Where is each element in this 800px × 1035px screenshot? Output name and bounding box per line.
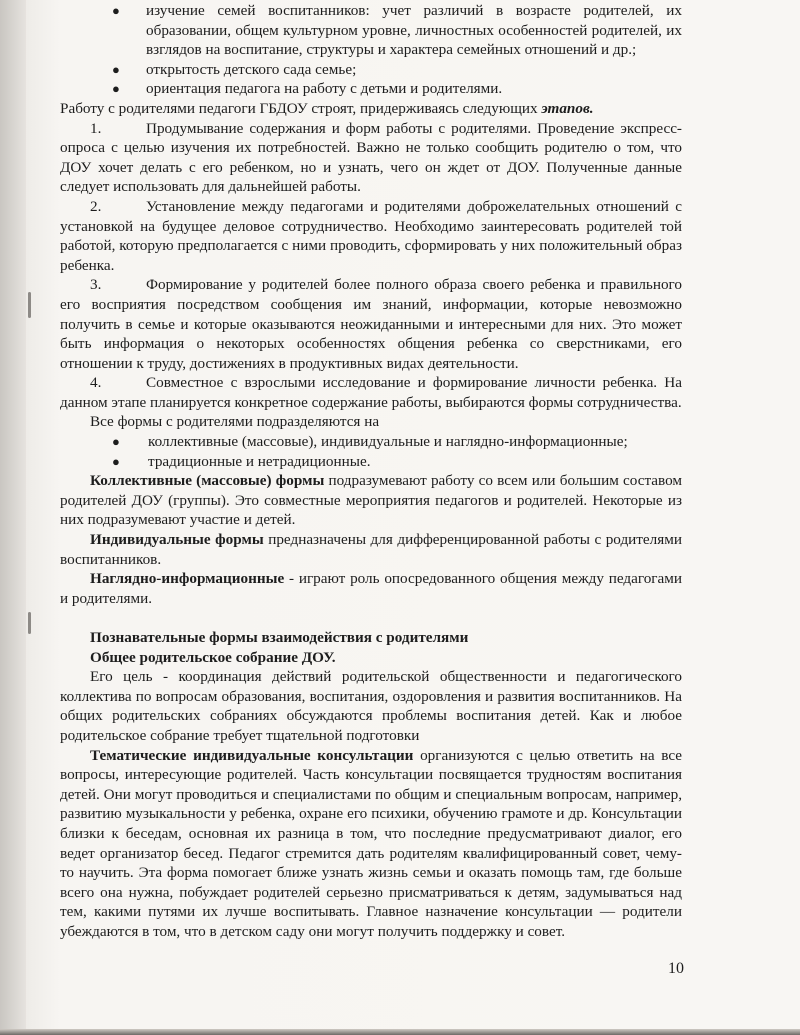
- consultation-text: организуются с целью ответить на все вопросы, интересующие родителей. Часть консультации посвящается трудностям воспитания детей. Они могут проводиться и специалистами по общим и специальным вопросам, например, развитию музыкальности у ребенка, охране его психики, обучению грамоте и др. Консультации близки к беседам, основная их разница в том, что последние предусматривают диалог, его ведет организатор бесед. Педагог стремится дать родителям квалифицированный совет, чему-то научить. Эта форма помогает ближе узнать жизнь семьи и оказать помощь там, где больше всего она нужна, побуждает родителей серьезно присматриваться к детям, задумываться над тем, какими путями их лучше воспитывать. Главное назначение консультации — родители убеждаются в том, что в детском саду они могут получить поддержку и совет.: [60, 746, 682, 940]
- forms-list-item: [60, 452, 682, 472]
- collective-forms-paragraph: [60, 471, 682, 530]
- meeting-paragraph: Его цель - координация действий родительской общественности и педагогического коллектива по вопросам образования, воспитания, оздоровления и развития воспитанников. На общих родительских собраниях обсуждаются проблемы воспитания детей. Как и любое родительское собрание требует тщательной подготовки: [60, 668, 682, 744]
- forms-list-text: коллективные (массовые), индивидуальные и наглядно-информационные;: [148, 433, 628, 451]
- stage-item-4: [60, 373, 682, 412]
- stage-text: Продумывание содержания и форм работы с родителями. Проведение экспресс-опроса с целью изучения их потребностей. Важно не только сообщить родителю о том, что ДОУ хочет делать с его ребенком, но и узнать, чего он ждет от ДОУ. Полученные данные следует использовать для дальнейшей работы.: [60, 119, 682, 196]
- collective-forms-text: подразумевают работу со всем или большим составом родителей ДОУ (группы). Это совместные мероприятия педагогов и родителей. Некоторые из них подразумевают участие и детей.: [60, 472, 683, 529]
- individual-forms-term: Индивидуальные формы: [90, 531, 264, 549]
- bullet-icon: ●: [112, 453, 120, 469]
- bullet-icon: ●: [112, 3, 120, 18]
- visual-forms-paragraph: [60, 569, 682, 608]
- page-bottom-edge: [0, 1029, 800, 1035]
- stages-intro-text: Работу с родителями педагоги ГБДОУ строят, придерживаясь следующих: [60, 99, 538, 117]
- individual-forms-text: предназначены для дифференцированной работы с родителями воспитанников.: [60, 531, 682, 568]
- stage-item-3: [60, 275, 682, 373]
- subsection-heading: Общее родительское собрание ДОУ.: [90, 648, 336, 666]
- individual-forms-paragraph: [60, 530, 682, 569]
- bullet-text: ориентация педагога на работу с детьми и родителями.: [146, 80, 503, 98]
- stage-number: 1.: [90, 119, 102, 137]
- stage-text: Установление между педагогами и родителями доброжелательных отношений с установкой на будущее деловое сотрудничество. Необходимо заинтересовать родителей той работой, которую предполагается с ними проводить, сформировать у них положительный образ ребенка.: [60, 197, 682, 274]
- stage-item-1: [60, 119, 682, 197]
- document-body: [60, 0, 682, 942]
- collective-forms-term: Коллективные (массовые) формы: [90, 472, 325, 490]
- forms-list-text: традиционные и нетрадиционные.: [148, 452, 371, 470]
- bullet-icon: ●: [112, 81, 120, 97]
- forms-intro: Все формы с родителями подразделяются на: [90, 413, 380, 431]
- stage-item-2: [60, 197, 682, 275]
- forms-list-item: [60, 432, 682, 452]
- bullet-item: [60, 60, 682, 80]
- stage-number: 2.: [90, 197, 102, 215]
- stages-intro: [60, 99, 682, 119]
- visual-forms-term: Наглядно-информационные: [90, 570, 285, 588]
- stage-number: 3.: [90, 276, 102, 294]
- consultation-term: Тематические индивидуальные консультации: [90, 746, 414, 764]
- visual-forms-text: - играют роль опосредованного общения между педагогами и родителями.: [60, 570, 682, 607]
- bullet-item: [60, 1, 682, 60]
- stages-emphasis: этапов.: [541, 99, 594, 117]
- stage-text: Совместное с взрослыми исследование и формирование личности ребенка. На данном этапе планируется конкретное содержание работы, выбираются формы сотрудничества.: [60, 374, 682, 411]
- scan-artifact-mark: [28, 292, 31, 318]
- scan-artifact-mark: [28, 612, 31, 634]
- bullet-icon: ●: [112, 434, 120, 450]
- section-heading: Познавательные формы взаимодействия с родителями: [90, 629, 469, 646]
- page-binding-shadow: [0, 0, 26, 1035]
- spacer: [60, 608, 682, 628]
- consultation-paragraph: [60, 746, 682, 942]
- bullet-text: изучение семей воспитанников: учет различий в возрасте родителей, их образовании, общем культурном уровне, личностных особенностей родителей, их взглядов на воспитание, структуры и характера семейных отношений и др.;: [146, 2, 682, 59]
- bullet-item: [60, 79, 682, 99]
- page-number: 10: [668, 960, 684, 977]
- stage-text: Формирование у родителей более полного образа своего ребенка и правильного его восприятия посредством сообщения им знаний, информации, которые невозможно получить в семье и которые оказываются неожиданными и интересными для них. Это может быть информация о некоторых особенностях общения ребенка со сверстниками, его отношении к труду, достижениях в продуктивных видах деятельности.: [60, 276, 682, 372]
- bullet-icon: ●: [112, 61, 120, 77]
- stage-number: 4.: [90, 374, 102, 392]
- bullet-text: открытость детского сада семье;: [146, 60, 357, 78]
